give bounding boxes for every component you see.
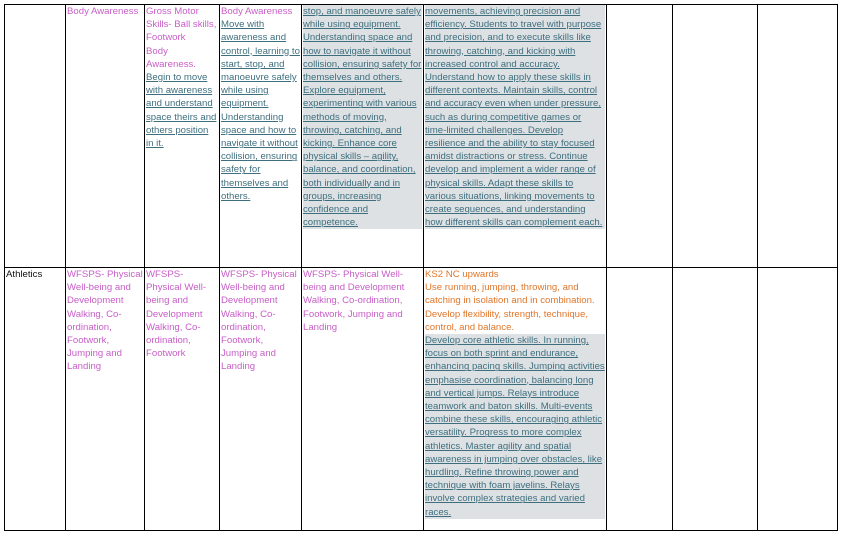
cell-text: Body Awareness. bbox=[146, 45, 196, 70]
col5-cell bbox=[424, 5, 607, 268]
table-row bbox=[5, 268, 838, 531]
activity-cell: Athletics bbox=[5, 268, 66, 531]
empty-cell bbox=[673, 268, 758, 531]
curriculum-table bbox=[4, 4, 838, 531]
cell-text: Body Awareness bbox=[221, 6, 293, 17]
cell-text: WFSPS- Physical Well-being and Development Walking, Co-ordination, Footwork, Jumping and Landing bbox=[303, 269, 405, 333]
cell-text: WFSPS- Physical Well-being and Development Walking, Co-ordination, Footwork, Jumping and Landing bbox=[67, 269, 143, 373]
empty-cell bbox=[758, 268, 838, 531]
col1-cell bbox=[66, 5, 145, 268]
empty-cell bbox=[673, 5, 758, 268]
cell-text: KS2 NC upwards bbox=[425, 269, 499, 280]
col4-cell bbox=[302, 5, 424, 268]
col3-cell bbox=[220, 268, 302, 531]
cell-text: Develop flexibility, strength, technique, control, and balance. bbox=[425, 308, 589, 333]
cell-text: movements, achieving precision and efficiency. Students to travel with purpose and precision, and to execute skills like throwing, catching, and kicking with increased control and accuracy. Understand how to apply these skills in different contexts. Maintain skills, control and accuracy even when under pressure, such as during competitive games or time-limited challenges. Develop resilience and the ability to stay focused amidst distractions or stress. Continue develop and implement a wider range of physical skills. Adapt these skills to various situations, linking movements to create sequences, and understanding how different skills can complement each. bbox=[425, 5, 605, 229]
col4-cell bbox=[302, 268, 424, 531]
empty-cell bbox=[607, 268, 673, 531]
empty-cell bbox=[758, 5, 838, 268]
cell-text: WFSPS- Physical Well-being and Development Walking, Co-ordination, Footwork bbox=[146, 269, 207, 360]
cell-text: Body Awareness bbox=[67, 6, 139, 17]
col5-cell bbox=[424, 268, 607, 531]
cell-text: Develop core athletic skills. In running, focus on both sprint and endurance, enhancing pacing skills. Jumping activities emphasise coordination, balancing long and vertical jumps. Relays introduce teamwork and baton skills. Multi-events combine these skills, encouraging athletic versatility. Progress to more complex athletics. Master agility and spatial awareness in jumping over obstacles, like hurdling. Refine throwing power and technique with foam javelins. Relays involve complex strategies and varied races. bbox=[425, 335, 605, 518]
cell-text: Move with awareness and control, learning to start, stop, and manoeuvre safely while using equipment. Understanding space and how to navigate it without collision, ensuring safety for themselves and others. bbox=[221, 19, 300, 202]
cell-text: Footwork bbox=[146, 32, 186, 44]
cell-text: Use running, jumping, throwing, and catching in isolation and in combination. bbox=[425, 282, 595, 307]
cell-text: stop, and manoeuvre safely while using equipment. Understanding space and how to navigate it without collision, ensuring safety for themselves and others. Explore equipment, experimenting with various methods of moving, throwing, catching, and kicking. Enhance core physical skills – agility, balance, and coordination, both individually and in groups, increasing confidence and competence. bbox=[303, 6, 422, 229]
col3-cell bbox=[220, 5, 302, 268]
cell-text: WFSPS- Physical Well-being and Development Walking, Co-ordination, Footwork, Jumping and Landing bbox=[221, 269, 297, 373]
col1-cell bbox=[66, 268, 145, 531]
col2-cell bbox=[145, 268, 220, 531]
activity-cell bbox=[5, 5, 66, 268]
cell-text: Gross Motor Skills- Ball skills, bbox=[146, 6, 217, 31]
empty-cell bbox=[607, 5, 673, 268]
cell-text: Begin to move with awareness and understand space theirs and others position in it. bbox=[146, 72, 217, 150]
col2-cell bbox=[145, 5, 220, 268]
table-row bbox=[5, 5, 838, 268]
